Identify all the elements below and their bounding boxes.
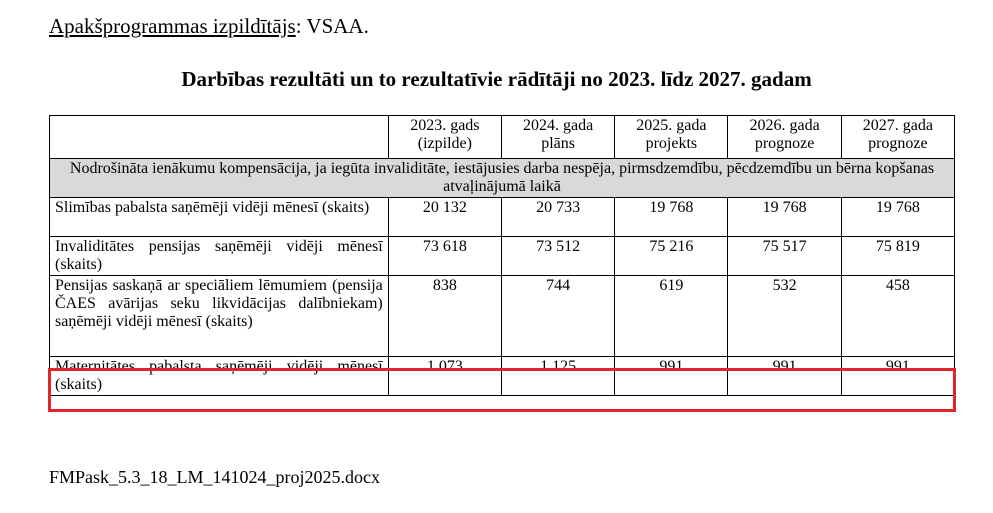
header-year-2026: 2026. gada prognoze	[728, 116, 841, 159]
executor-line	[49, 13, 369, 39]
header-year-2023: 2023. gads (izpilde)	[388, 116, 501, 159]
value-cell: 75 216	[615, 237, 728, 276]
value-cell: 619	[615, 276, 728, 357]
table-row	[50, 198, 955, 237]
row-label: Slimības pabalsta saņēmēji vidēji mēnesī (skaits)	[50, 198, 389, 237]
value-cell: 75 819	[841, 237, 954, 276]
row-label: Pensijas saskaņā ar speciāliem lēmumiem (pensija ČAES avārijas seku likvidācijas dalībniekam) saņēmēji vidēji mēnesī (skaits)	[50, 276, 389, 357]
header-year-2027: 2027. gada prognoze	[841, 116, 954, 159]
header-year-2025: 2025. gada projekts	[615, 116, 728, 159]
value-cell: 991	[728, 357, 841, 396]
header-corner-cell	[50, 116, 389, 159]
value-cell: 75 517	[728, 237, 841, 276]
value-cell: 991	[615, 357, 728, 396]
file-name: FMPask_5.3_18_LM_141024_proj2025.docx	[49, 467, 381, 487]
table-header-row	[50, 116, 955, 159]
executor-separator: :	[295, 14, 307, 38]
row-label: Maternitātes pabalsta saņēmēji vidēji mēnesī (skaits)	[50, 357, 389, 396]
value-cell: 19 768	[841, 198, 954, 237]
section-heading: Nodrošināta ienākumu kompensācija, ja iegūta invaliditāte, iestājusies darba nespēja, pirmsdzemdību, pēcdzemdību un bērna kopšanas atvaļinājumā laikā	[50, 159, 955, 198]
value-cell: 532	[728, 276, 841, 357]
table-row	[50, 237, 955, 276]
value-cell: 73 512	[501, 237, 614, 276]
value-cell: 20 733	[501, 198, 614, 237]
executor-value: VSAA.	[306, 14, 369, 38]
section-heading-row	[50, 159, 955, 198]
table-row	[50, 276, 955, 357]
value-cell: 20 132	[388, 198, 501, 237]
value-cell: 838	[388, 276, 501, 357]
executor-label: Apakšprogrammas izpildītājs	[49, 14, 296, 38]
header-year-2024: 2024. gada plāns	[501, 116, 614, 159]
value-cell: 458	[841, 276, 954, 357]
row-label: Invaliditātes pensijas saņēmēji vidēji mēnesī (skaits)	[50, 237, 389, 276]
value-cell: 19 768	[728, 198, 841, 237]
document-title: Darbības rezultāti un to rezultatīvie rādītāji no 2023. līdz 2027. gadam	[181, 67, 812, 91]
value-cell: 1 073	[388, 357, 501, 396]
results-table	[49, 115, 955, 396]
value-cell: 991	[841, 357, 954, 396]
value-cell: 19 768	[615, 198, 728, 237]
value-cell: 744	[501, 276, 614, 357]
value-cell: 73 618	[388, 237, 501, 276]
value-cell: 1 125	[501, 357, 614, 396]
table-row	[50, 357, 955, 396]
